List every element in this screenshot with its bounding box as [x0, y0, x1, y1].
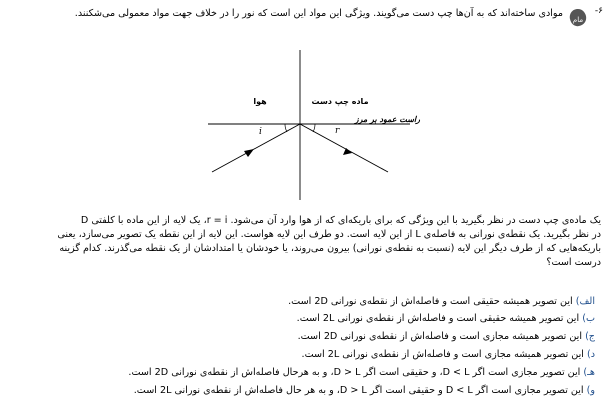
angle-i-arc	[285, 124, 287, 132]
option-f[interactable]	[134, 384, 595, 397]
paragraph-line: یک ماده‌ی چپ دست در نظر بگیرید با این ویژگی که برای باریکه‌ای که از هوا وارد آن می‌شود. r = i، یک لایه از این ماده با کلفتی D	[80, 215, 601, 226]
option-text: این تصویر همیشه مجازی است و فاصله‌اش از نقطه‌ی نورانی 2L است.	[301, 349, 584, 360]
option-key: الف)	[575, 296, 595, 307]
question-intro: موادی ساخته‌اند که به آن‌ها چپ دست می‌گویند. ویژگی این مواد این است که نور را در خلاف جهت مواد معمولی می‌شکنند.	[74, 8, 563, 19]
svg-text:مام: مام	[572, 16, 584, 24]
option-text: این تصویر همیشه مجازی است و فاصله‌اش از نقطه‌ی نورانی 2D است.	[297, 331, 582, 342]
option-c[interactable]	[298, 330, 595, 343]
question-number: -۶	[594, 6, 603, 16]
option-key: و)	[586, 385, 595, 396]
air-label: هوا	[253, 97, 267, 106]
normal-label: راست عمود بر مرز	[354, 115, 420, 124]
angle-r-label: r	[335, 126, 340, 136]
option-d[interactable]	[302, 348, 595, 361]
option-text: این تصویر مجازی است اگر D < L و حقیقی است اگر D > L، و به هر حال فاصله‌اش از نقطه‌ی نورانی 2L است.	[133, 385, 584, 396]
option-b[interactable]	[297, 312, 595, 325]
option-key: ج)	[585, 331, 595, 342]
angle-r-arc	[313, 124, 315, 132]
incident-arrow	[244, 149, 254, 157]
option-key: د)	[586, 349, 595, 360]
option-text: این تصویر همیشه حقیقی است و فاصله‌اش از نقطه‌ی نورانی 2D است.	[288, 296, 573, 307]
paragraph-line: در نظر بگیرید. یک نقطه‌ی نورانی به فاصله‌ی L از این لایه است. دو طرف این لایه هواست. این لایه از این نقطه یک تصویر می‌سازد، یعنی	[57, 229, 601, 240]
option-key: هـ)	[583, 367, 595, 378]
option-a[interactable]	[288, 295, 595, 308]
angle-i-label: i	[259, 127, 262, 137]
paragraph-line: باریکه‌هایی که از طرف دیگر این لایه (نسبت به نقطه‌ی نورانی) بیرون می‌روند، یا خودشان یا امتدادشان از یک نقطه می‌گذرند. کدام گزینه	[59, 243, 601, 254]
option-text: این تصویر همیشه حقیقی است و فاصله‌اش از نقطه‌ی نورانی 2L است.	[296, 313, 580, 324]
material-label: ماده چپ دست	[311, 97, 369, 106]
option-e[interactable]	[128, 366, 595, 379]
option-key: ب)	[582, 313, 595, 324]
question-paragraph	[24, 214, 601, 270]
paragraph-line: درست است؟	[546, 257, 601, 268]
option-text: این تصویر مجازی است اگر D < L، و حقیقی است اگر D > L، و به هرحال فاصله‌اش از نقطه‌ی نورانی 2D است.	[128, 367, 581, 378]
